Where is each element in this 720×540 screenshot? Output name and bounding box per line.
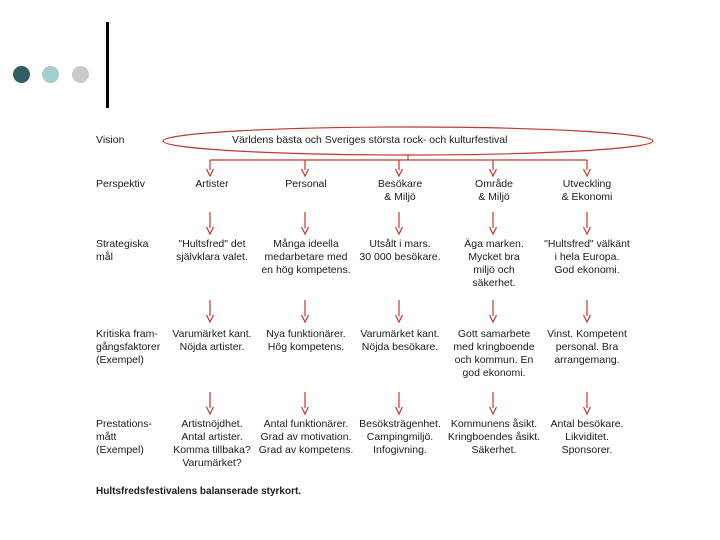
goal-omrade-line-4: säkerhet.: [472, 277, 516, 289]
goal-utveckling: [536, 238, 638, 277]
measure-artister-line-3: Komma tillbaka?: [173, 444, 251, 456]
row-label-vision: Vision: [96, 134, 125, 146]
arrow-col5-level4-arrowhead: [584, 407, 591, 414]
arrow-col4-level2-arrowhead: [490, 227, 497, 234]
goal-utveckling-line-2: i hela Europa.: [554, 251, 620, 263]
goal-omrade-line-2: Mycket bra: [468, 251, 520, 263]
factor-omrade: [442, 328, 546, 380]
row-label-strategic: [96, 238, 149, 264]
arrow-col1-level1-arrowhead: [207, 169, 214, 176]
factor-besokare-line-2: Nöjda besökare.: [361, 341, 439, 353]
perspective-omrade: [448, 178, 540, 204]
measure-besokare-line-2: Campingmiljö.: [366, 431, 434, 443]
factor-personal-line-1: Nya funktionärer.: [266, 328, 346, 340]
factor-utveckling: [538, 328, 636, 367]
factor-omrade-line-4: god ekonomi.: [462, 367, 526, 379]
goal-besokare-line-1: Utsålt i mars.: [369, 238, 431, 250]
row-label-critical-line-3: (Exempel): [96, 354, 144, 366]
measure-besokare-line-1: Besöksträgenhet.: [359, 418, 441, 430]
goal-besokare: [352, 238, 448, 264]
perspective-besokare: [354, 178, 446, 204]
measure-omrade-line-1: Kommunens åsikt.: [450, 418, 538, 430]
measure-utveckling-line-3: Sponsorer.: [561, 444, 613, 456]
goal-personal-line-3: en hög kompetens.: [261, 264, 351, 276]
row-label-strategic-line-2: mål: [96, 251, 113, 263]
measure-utveckling: [538, 418, 636, 457]
perspective-artister: [174, 178, 250, 191]
arrow-col2-level4-arrowhead: [302, 407, 309, 414]
row-label-performance-line-2: mått: [96, 431, 117, 443]
arrow-col2-level3-arrowhead: [302, 315, 309, 322]
row-label-performance: [96, 418, 152, 457]
arrow-col1-level4-arrowhead: [207, 407, 214, 414]
figure-caption: Hultsfredsfestivalens balanserade styrkort.: [96, 486, 302, 497]
measure-omrade: [442, 418, 546, 457]
row-label-critical-line-2: gångsfaktorer: [96, 341, 161, 353]
perspective-utveckling-line-1: Utveckling: [562, 178, 612, 190]
factor-besokare-line-1: Varumärket kant.: [360, 328, 440, 340]
measure-personal-line-3: Grad av kompetens.: [258, 444, 354, 456]
perspective-utveckling-line-2: & Ekonomi: [561, 191, 613, 203]
arrow-col5-level3-arrowhead: [584, 315, 591, 322]
measure-omrade-line-3: Säkerhet.: [471, 444, 517, 456]
measure-artister-line-4: Varumärket?: [182, 457, 242, 469]
measure-omrade-line-2: Kringboendes åsikt.: [447, 431, 541, 443]
row-label-performance-line-3: (Exempel): [96, 444, 144, 456]
factor-personal-line-2: Hög kompetens.: [267, 341, 345, 353]
perspective-artister-line-1: Artister: [195, 178, 229, 190]
goal-personal-line-2: medarbetare med: [264, 251, 348, 263]
factor-omrade-line-1: Gott samarbete: [457, 328, 531, 340]
goal-utveckling-line-3: God ekonomi.: [554, 264, 620, 276]
measure-besokare: [352, 418, 448, 457]
factor-personal: [256, 328, 356, 354]
perspective-personal: [260, 178, 352, 191]
arrow-col3-level4-arrowhead: [396, 407, 403, 414]
measure-utveckling-line-2: Likviditet.: [565, 431, 609, 443]
vision-text: Världens bästa och Sveriges största rock- och kulturfestival: [232, 134, 508, 146]
arrow-col4-level3-arrowhead: [490, 315, 497, 322]
goal-besokare-line-2: 30 000 besökare.: [359, 251, 441, 263]
arrow-col5-level2-arrowhead: [584, 227, 591, 234]
arrow-col4-level1-arrowhead: [490, 169, 497, 176]
arrow-col1-level3-arrowhead: [207, 315, 214, 322]
arrow-col3-level1-arrowhead: [396, 169, 403, 176]
measure-personal-line-1: Antal funktionärer.: [263, 418, 349, 430]
perspective-omrade-line-2: & Miljö: [478, 191, 510, 203]
factor-omrade-line-3: och kommun. En: [454, 354, 534, 366]
arrow-col5-level1-arrowhead: [584, 169, 591, 176]
perspective-utveckling: [540, 178, 634, 204]
measure-artister-line-2: Antal artister.: [181, 431, 243, 443]
factor-besokare: [352, 328, 448, 354]
factor-artister-line-1: Varumärket kant.: [172, 328, 252, 340]
factor-utveckling-line-3: arrangemang.: [554, 354, 620, 366]
goal-personal: [256, 238, 356, 277]
perspective-personal-line-1: Personal: [285, 178, 327, 190]
factor-artister-line-2: Nöjda artister.: [179, 341, 245, 353]
goal-omrade-line-1: Äga marken.: [464, 238, 524, 250]
goal-omrade-line-3: miljö och: [473, 264, 515, 276]
goal-artister-line-1: "Hultsfred" det: [178, 238, 246, 250]
measure-artister-line-1: Artistnöjdhet.: [181, 418, 243, 430]
measure-artister: [164, 418, 260, 470]
row-label-perspective: Perspektiv: [96, 178, 146, 190]
measure-personal: [256, 418, 356, 457]
row-label-strategic-line-1: Strategiska: [96, 238, 149, 250]
factor-artister: [164, 328, 260, 354]
factor-omrade-line-2: med kringboende: [453, 341, 535, 353]
goal-artister: [164, 238, 260, 264]
factor-utveckling-line-2: personal. Bra: [555, 341, 619, 353]
arrow-col2-level2-arrowhead: [302, 227, 309, 234]
perspective-besokare-line-1: Besökare: [377, 178, 423, 190]
perspective-besokare-line-2: & Miljö: [384, 191, 416, 203]
measure-personal-line-2: Grad av motivation.: [260, 431, 352, 443]
arrow-col3-level2-arrowhead: [396, 227, 403, 234]
arrow-col1-level2-arrowhead: [207, 227, 214, 234]
row-label-critical-line-1: Kritiska fram-: [96, 328, 158, 340]
factor-utveckling-line-1: Vinst. Kompetent: [547, 328, 627, 340]
goal-artister-line-2: självklara valet.: [176, 251, 248, 263]
measure-utveckling-line-1: Antal besökare.: [550, 418, 624, 430]
goal-omrade: [444, 238, 544, 290]
goal-utveckling-line-1: "Hultsfred" välkänt: [544, 238, 630, 250]
measure-besokare-line-3: Infogivning.: [373, 444, 427, 456]
arrow-col4-level4-arrowhead: [490, 407, 497, 414]
arrow-col2-level1-arrowhead: [302, 169, 309, 176]
row-label-critical: [96, 328, 160, 367]
perspective-omrade-line-1: Område: [475, 178, 513, 190]
row-label-performance-line-1: Prestations-: [96, 418, 153, 430]
goal-personal-line-1: Många ideella: [273, 238, 339, 250]
arrow-col3-level3-arrowhead: [396, 315, 403, 322]
